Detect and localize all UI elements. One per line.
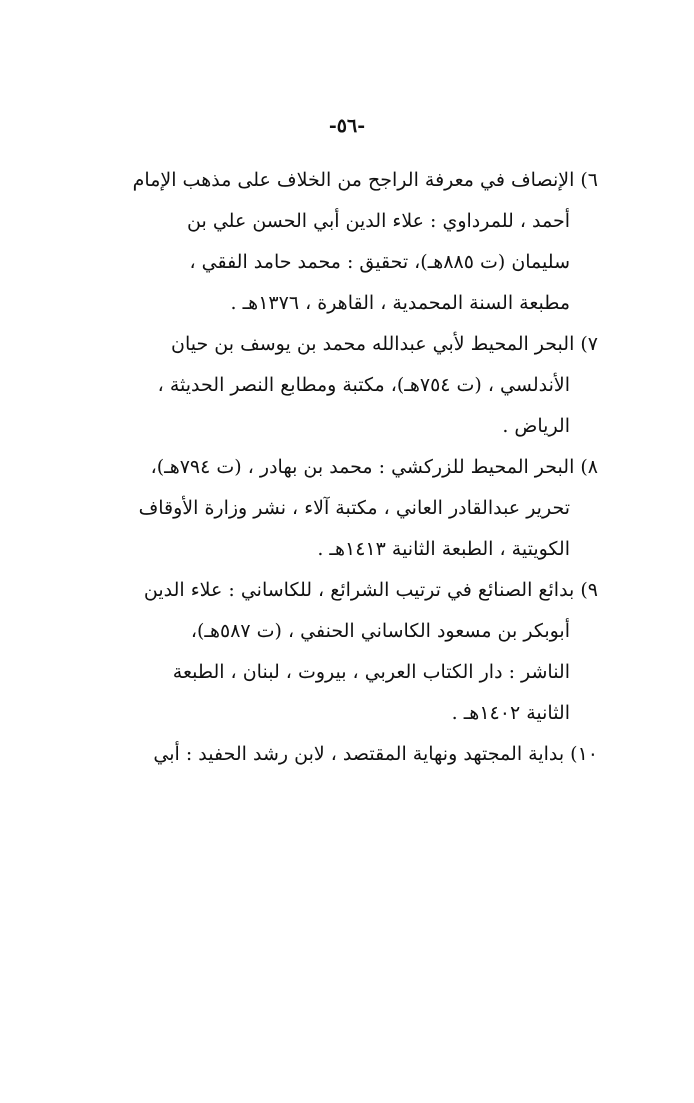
reference-line: الثانية ١٤٠٢هـ .	[451, 702, 570, 724]
reference-number: ٧)	[580, 333, 598, 355]
reference-line	[98, 570, 598, 611]
reference-item-10	[98, 734, 598, 775]
reference-line	[98, 160, 598, 201]
reference-text: البحر المحيط للزركشي : محمد بن بهادر ، (ت ٧٩٤هـ)،	[150, 456, 575, 478]
reference-item-8	[98, 447, 598, 570]
reference-item-9	[98, 570, 598, 734]
reference-item-7	[98, 324, 598, 447]
reference-item-6	[98, 160, 598, 324]
reference-text: الإنصاف في معرفة الراجح من الخلاف على مذهب الإمام	[132, 169, 575, 191]
reference-number: ١٠)	[570, 743, 598, 765]
reference-line	[98, 324, 598, 365]
reference-text: البحر المحيط لأبي عبدالله محمد بن يوسف بن حيان	[171, 333, 575, 355]
reference-number: ٨)	[580, 456, 598, 478]
reference-line	[98, 734, 598, 775]
reference-list	[98, 160, 598, 775]
reference-line: أحمد ، للمرداوي : علاء الدين أبي الحسن علي بن	[187, 210, 570, 232]
reference-line: مطبعة السنة المحمدية ، القاهرة ، ١٣٧٦هـ .	[230, 292, 570, 314]
reference-line	[98, 447, 598, 488]
reference-line: تحرير عبدالقادر العاني ، مكتبة آلاء ، نشر وزارة الأوقاف	[138, 497, 570, 519]
page-number: -٥٦-	[328, 115, 366, 137]
reference-line: الأندلسي ، (ت ٧٥٤هـ)، مكتبة ومطابع النصر الحديثة ،	[157, 374, 570, 396]
reference-line: الكويتية ، الطبعة الثانية ١٤١٣هـ .	[317, 538, 570, 560]
reference-line: أبوبكر بن مسعود الكاساني الحنفي ، (ت ٥٨٧هـ)،	[190, 620, 570, 642]
reference-number: ٩)	[580, 579, 598, 601]
reference-line: الرياض .	[502, 415, 570, 437]
reference-line: سليمان (ت ٨٨٥هـ)، تحقيق : محمد حامد الفقي ،	[189, 251, 570, 273]
reference-number: ٦)	[580, 169, 598, 191]
reference-text: بداية المجتهد ونهاية المقتصد ، لابن رشد الحفيد : أبي	[153, 743, 565, 765]
reference-line: الناشر : دار الكتاب العربي ، بيروت ، لبنان ، الطبعة	[172, 661, 570, 683]
reference-text: بدائع الصنائع في ترتيب الشرائع ، للكاساني : علاء الدين	[143, 579, 575, 601]
